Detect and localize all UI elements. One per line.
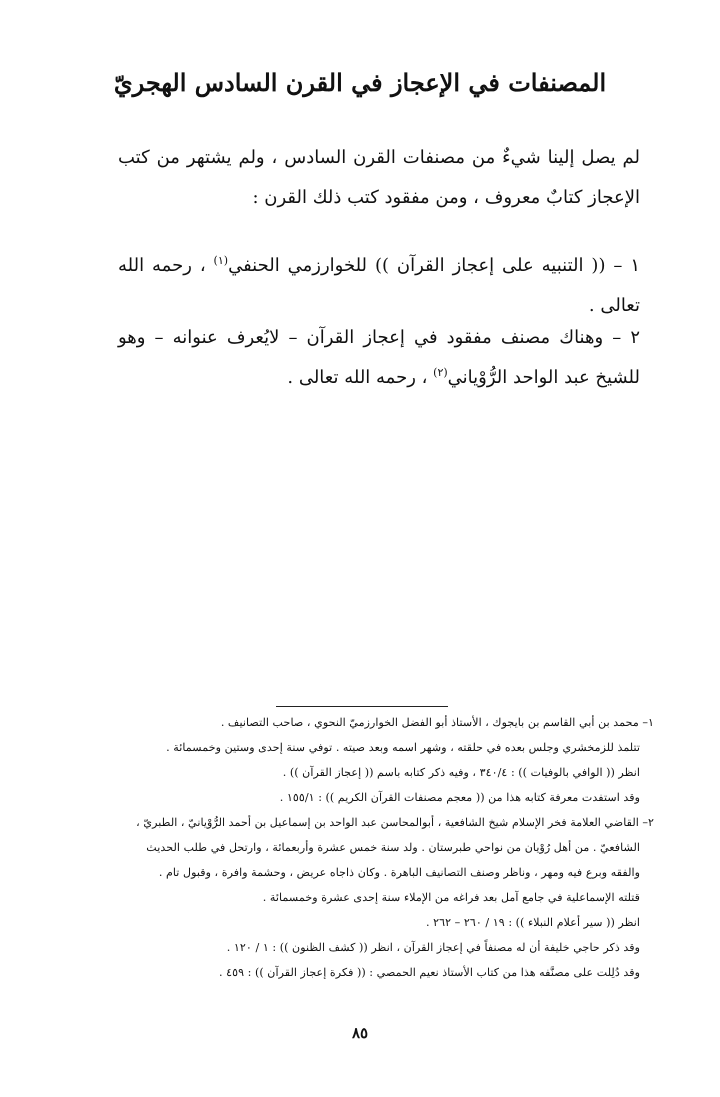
list-item-2-text: ٢ – وهناك مصنف مفقود في إعجاز القرآن – لايُعرف عنوانه – وهو للشيخ عبد الواحد الرُّوْياني <box>118 327 640 388</box>
footnote-line: انظر (( سير أعلام النبلاء )) : ١٩ / ٢٦٠ – ٢٦٢ . <box>425 916 640 929</box>
footnote-line: وقد دُلِلت على مصنَّفه هذا من كتاب الأستاذ نعيم الحمصي : (( فكرة إعجاز القرآن )) : ٤٥٩ . <box>218 966 640 979</box>
list-item-1-text: ١ – (( التنبيه على إعجاز القرآن )) للخوارزمي الحنفي <box>228 255 640 276</box>
footnote-line: قتلته الإسماعلية في جامع آمل بعد فراغه من الإملاء سنة إحدى عشرة وخمسمائة . <box>262 891 640 904</box>
footnote-line: والفقه وبرع فيه ومهر ، وناظر وصنف التصانيف الباهرة . وكان ذاجاه عريض ، وحشمة وافرة ، وقبول تام . <box>158 866 640 879</box>
list-item-1-suffix: ، رحمه الله تعالى . <box>118 255 640 316</box>
footnote-line: وقد استفدت معرفة كتابه هذا من (( معجم مصنفات القرآن الكريم )) : ١٥٥/١ . <box>279 791 640 804</box>
footnote-ref-1[interactable]: (١) <box>213 254 229 267</box>
footnote-line: تتلمذ للزمخشري وجلس بعده في حلقته ، وشهر اسمه وبعد صيته . توفي سنة إحدى وستين وخمسمائة . <box>166 741 640 754</box>
footnote-line: ١– محمد بن أبي القاسم بن بايجوك ، الأستاذ أبو الفضل الخوارزميّ النحوي ، صاحب التصانيف . <box>220 716 654 729</box>
list-item-2-suffix: ، رحمه الله تعالى . <box>287 367 434 388</box>
footnote-ref-2[interactable]: (٢) <box>433 366 448 379</box>
page-number: ٨٥ <box>351 1024 369 1042</box>
footnote-separator <box>276 706 448 707</box>
footnote-line: انظر (( الوافي بالوفيات )) : ٣٤٠/٤ ، وفيه ذكر كتابه باسم (( إعجاز القرآن )) . <box>282 766 640 779</box>
footnote-line: ٢– القاضي العلامة فخر الإسلام شيخ الشافعية ، أبوالمحاسن عبد الواحد بن إسماعيل بن أحمد الرُّوْيانيّ ، الطبريّ ، <box>136 816 654 829</box>
list-item-2 <box>118 318 640 398</box>
list-item-1 <box>118 246 640 326</box>
page-title: المصنفات في الإعجاز في القرن السادس الهجريّ <box>113 68 607 97</box>
footnote-line: وقد ذكر حاجي خليفة أن له مصنفاً في إعجاز القرآن ، انظر (( كشف الظنون )) : ١ / ١٢٠ . <box>226 941 640 954</box>
footnote-line: الشافعيّ . من أهل رُوْيان من نواحي طبرستان . ولد سنة خمس عشرة وأربعمائة ، وارتحل في طلب الحديث <box>146 841 640 854</box>
intro-paragraph: لم يصل إلينا شيءٌ من مصنفات القرن السادس ، ولم يشتهر من كتب الإعجاز كتابٌ معروف ، ومن مفقود كتب ذلك القرن : <box>118 147 640 208</box>
footnotes <box>132 710 654 985</box>
